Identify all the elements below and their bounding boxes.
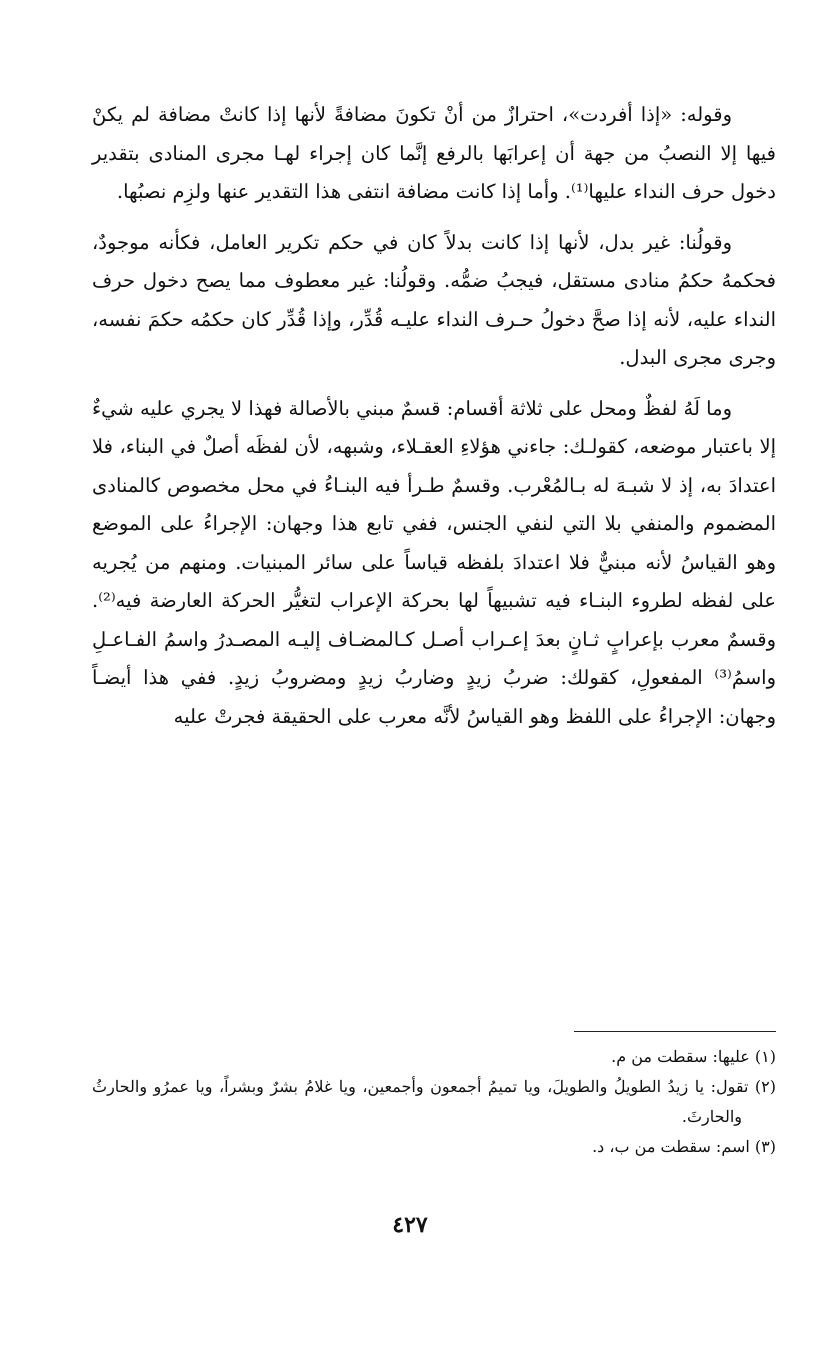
paragraph-2: وقولُنا: غير بدل، لأنها إذا كانت بدلاً كان في حكم تكرير العامل، فكأنه موجودٌ، فحكمهُ حكمُ منادى مستقل، فيجبُ ضمُّه. وقولُنا: غير معطوف مما يصح دخول حرف النداء عليه، لأنه إذا صحَّ دخولُ حـرف النداء عليـه قُدِّر، وإذا قُدِّر كان حكمُه حكمَ نفسه، وجرى مجرى البدل. [92, 230, 776, 369]
footnote-3: (٣) اسم: سقطت من ب، د. [592, 1137, 776, 1156]
footnote-divider [574, 1031, 776, 1032]
footnote-1: (١) عليها: سقطت من م. [611, 1047, 776, 1066]
paragraph-3: وما لَهُ لفظٌ ومحل على ثلاثة أقسام: قسمٌ مبني بالأصالة فهذا لا يجري عليه شيءٌ إلا باعتبار موضعه، كقولـك: جاءني هؤلاءِ العقـلاء، وشبهه، لأن لفظَه أصلٌ في البناء، فلا اعتدادَ به، إذ لا شبـهَ له بـالمُعْرب. وقسمٌ طـرأ فيه البنـاءُ في محل مخصوص كالمنادى المضموم والمنفي بلا التي لنفي الجنس، ففي تابع هذا وجهان: الإجراءُ على الموضع وهو القياسُ لأنه مبنيٌّ فلا اعتدادَ بلفظه قياساً على سائر المبنيات. ومنهم من يُجريه على لفظه لطروء البنـاء فيه تشبيهاً لها بحركة الإعراب لتغيُّر الحركة العارضة فيه⁽²⁾. وقسمٌ معرب بإعرابٍ ثـانٍ بعدَ إعـراب أصـل كـالمضـاف إليـه المصـدرُ واسمُ الفـاعـلِ واسمُ⁽³⁾ المفعولِ، كقولك: ضربُ زيدٍ وضاربُ زيدٍ ومضروبُ زيدٍ. ففي هذا أيضـاً وجهان: الإجراءُ على اللفظ وهو القياسُ لأنَّه معرب على الحقيقة فجرتْ عليه [92, 396, 776, 728]
footnote-2: (٢) تقول: يا زيدُ الطويلُ والطويلَ، ويا تميمُ أجمعون وأجمعين، ويا غلامُ بشرٌ وبشراً، ويا عمرُو والحارثُ والحارثَ. [92, 1077, 776, 1126]
footnotes [92, 1042, 776, 1162]
main-text [92, 96, 776, 748]
page-number: ٤٢٧ [392, 1212, 428, 1238]
paragraph-1: وقوله: «إذا أفردت»، احترازٌ من أنْ تكونَ مضافةً لأنها إذا كانتْ مضافة لم يكنْ فيها إلا النصبُ من جهة أن إعرابَها بالرفع إنَّما كان إجراء لهـا مجرى المنادى بتقدير دخول حرف النداء عليها⁽¹⁾. وأما إذا كانت مضافة انتفى هذا التقدير عنها ولزِم نصبُها. [92, 103, 776, 203]
